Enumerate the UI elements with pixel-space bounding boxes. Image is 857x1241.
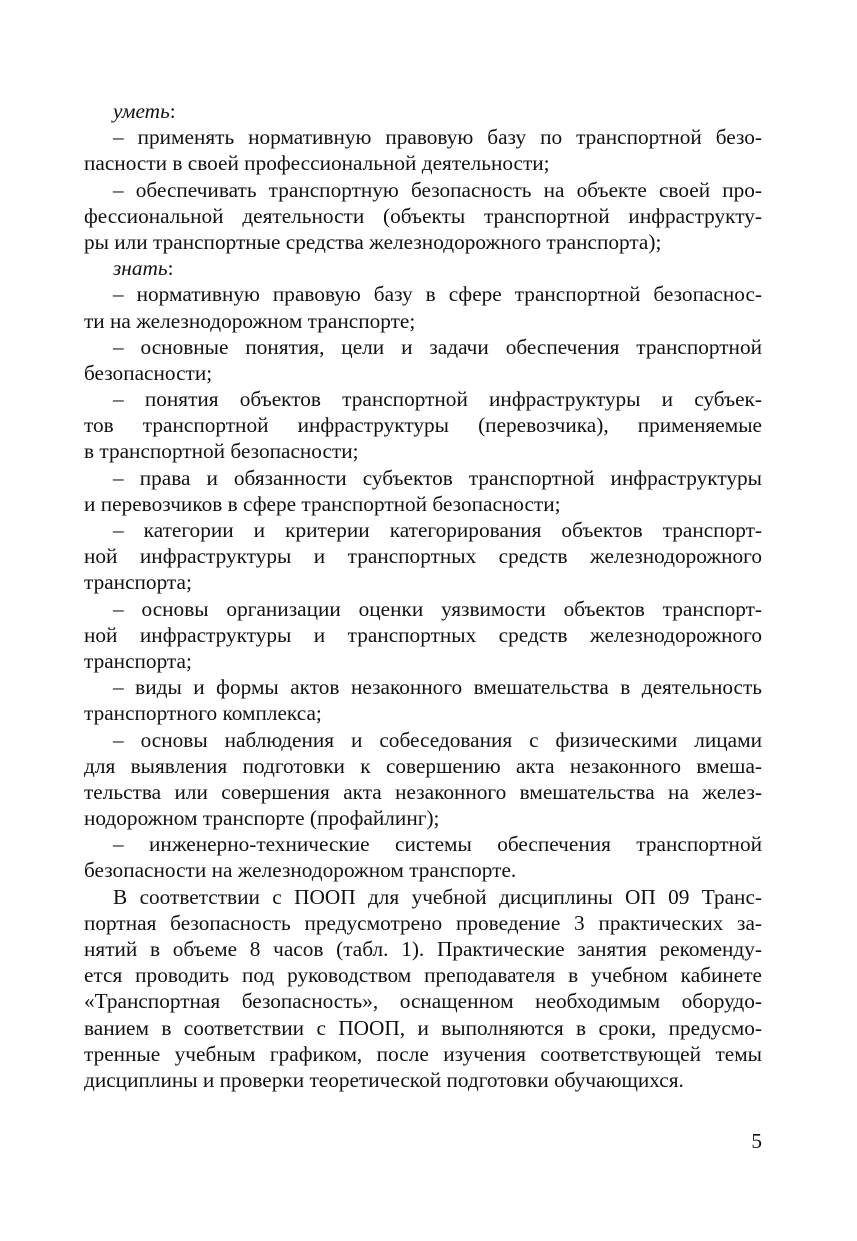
text-line: транспорта; <box>84 648 192 673</box>
paragraph <box>84 255 762 281</box>
text-line: и перевозчиков в сфере транспортной безопасности; <box>84 491 561 516</box>
paragraph <box>84 386 762 465</box>
text-line: ется проводить под руководством преподавателя в учебном кабинете <box>84 963 762 988</box>
text-line: – основные понятия, цели и задачи обеспечения транспортной <box>113 334 762 359</box>
text-line: пасности в своей профессиональной деятельности; <box>84 151 550 176</box>
text-line: «Транспортная безопасность», оснащенном необходимым оборудо- <box>84 989 762 1014</box>
text-line: ры или транспортные средства железнодорожного транспорта); <box>84 229 662 254</box>
paragraph <box>84 177 762 256</box>
text-line: безопасности на железнодорожном транспорте. <box>84 858 517 883</box>
paragraph <box>84 831 762 883</box>
text-line <box>84 98 762 124</box>
paragraph <box>84 517 762 596</box>
section-label: уметь <box>113 99 170 123</box>
paragraph <box>84 596 762 675</box>
page-number: 5 <box>751 1129 762 1153</box>
text-line: ной инфраструктуры и транспортных средств железнодорожного <box>84 544 762 569</box>
text-line: – понятия объектов транспортной инфраструктуры и субъек- <box>113 387 762 412</box>
text-line: – инженерно-технические системы обеспечения транспортной <box>113 832 762 857</box>
paragraph <box>84 884 762 1094</box>
text-line: ной инфраструктуры и транспортных средств железнодорожного <box>84 622 762 647</box>
text-line: тов транспортной инфраструктуры (перевозчика), применяемые <box>84 413 762 438</box>
text-line: для выявления подготовки к совершению акта незаконного вмеша- <box>84 753 762 778</box>
text-line: тельства или совершения акта незаконного вмешательства на желез- <box>84 779 762 804</box>
text-line: – нормативную правовую базу в сфере транспортной безопаснос- <box>113 282 762 307</box>
text-line: – основы наблюдения и собеседования с физическими лицами <box>113 727 762 752</box>
text-line: нодорожном транспорте (профайлинг); <box>84 806 440 831</box>
text-line: – основы организации оценки уязвимости объектов транспорт- <box>113 596 762 621</box>
text-line: – категории и критерии категорирования объектов транспорт- <box>113 518 762 542</box>
paragraph <box>84 334 762 386</box>
text-line: нятий в объеме 8 часов (табл. 1). Практические занятия рекоменду- <box>84 937 762 961</box>
paragraph <box>84 727 762 832</box>
paragraph <box>84 124 762 176</box>
paragraph <box>84 674 762 726</box>
text-line: ванием в соответствии с ПООП, и выполняются в сроки, предусмо- <box>84 1015 762 1040</box>
text-line: – права и обязанности субъектов транспортной инфраструктуры <box>113 465 762 490</box>
text-line: – виды и формы актов незаконного вмешательства в деятельность <box>113 675 762 700</box>
paragraph <box>84 465 762 517</box>
label-colon: : <box>167 256 174 281</box>
paragraph <box>84 281 762 333</box>
paragraph <box>84 98 762 124</box>
text-line: портная безопасность предусмотрено проведение 3 практических за- <box>84 910 762 935</box>
text-line: транспортного комплекса; <box>84 701 322 726</box>
text-line: транспорта; <box>84 570 192 595</box>
page-body <box>84 98 762 1093</box>
text-line: – обеспечивать транспортную безопасность на объекте своей про- <box>113 177 762 202</box>
text-line: – применять нормативную правовую базу по транспортной безо- <box>113 125 762 150</box>
text-line: в транспортной безопасности; <box>84 439 359 464</box>
section-label: знать <box>113 256 168 281</box>
text-line: безопасности; <box>84 360 213 385</box>
text-line <box>84 255 762 281</box>
text-line: тренные учебным графиком, после изучения соответствующей темы <box>84 1041 762 1066</box>
text-line: фессиональной деятельности (объекты транспортной инфраструкту- <box>84 203 762 228</box>
text-line: дисциплины и проверки теоретической подготовки обучающихся. <box>84 1067 684 1092</box>
label-colon: : <box>169 99 176 123</box>
text-line: В соответствии с ПООП для учебной дисциплины ОП 09 Транс- <box>113 884 762 909</box>
text-line: ти на железнодорожном транспорте; <box>84 308 416 333</box>
